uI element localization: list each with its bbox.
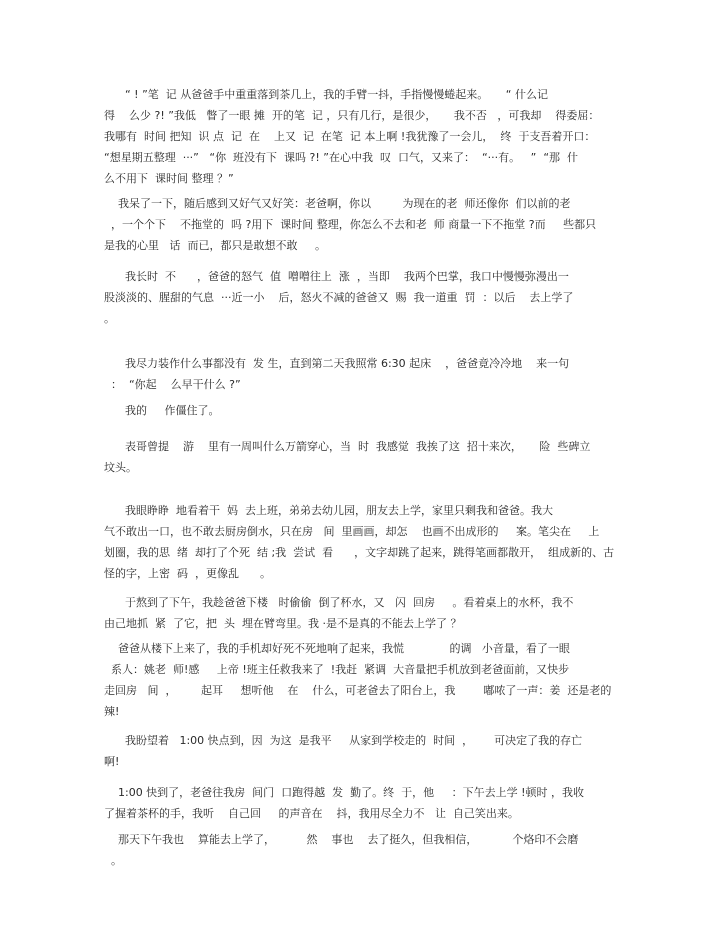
text-line: 啊! bbox=[104, 755, 120, 768]
text-line: ： “你起 么早干什么 ?” bbox=[104, 378, 241, 391]
text-line: 。 bbox=[104, 854, 122, 867]
text-line: 怪的字，上密 码 ，更像乱 。 bbox=[104, 567, 271, 580]
text-line: 得 么少 ?! ”我低 瞥了一眼 摊 开的笔 记 ，只有几行，是很少， 我不否 ，可我却 得委屈： bbox=[104, 109, 600, 122]
text-line: 气不敢出一口，也不敢去厨房倒水，只在房 间 里画画，却怎 也画不出成形的 案。笔尖在 上 bbox=[104, 525, 600, 538]
paragraph-7 bbox=[104, 500, 616, 584]
text-line: 我盼望着 1:00 快点到，因 为这 是我平 从家到学校走的 时间 ， 可决定了我的存亡 bbox=[104, 734, 583, 747]
text-line: 是我的心里 话 而已，都只是敢想不敢 。 bbox=[104, 239, 326, 252]
text-line: 我眼睁睁 地看着干 妈 去上班，弟弟去幼儿园，朋友去上学，家里只剩我和爸爸。我大 bbox=[104, 504, 553, 517]
text-line: 走回房 间 ， 起耳 想听他 在 什么，可老爸去了阳台上，我 嘟哝了一声：姜 还是老的 bbox=[104, 684, 612, 697]
paragraph-6 bbox=[104, 436, 616, 478]
text-line: 我的 作僵住了。 bbox=[104, 404, 220, 417]
paragraph-3 bbox=[104, 266, 616, 329]
text-line: 了握着茶杯的手，我听 自己回 的声音在 抖，我用尽全力不 让 自己笑出来。 bbox=[104, 807, 519, 820]
text-line: 我呆了一下，随后感到又好气又好笑：老爸啊，你以 为现在的老 师还像你 们以前的老 bbox=[104, 197, 571, 210]
text-line: 股淡淡的、腥甜的气息 ···近一小 后，怒火不减的爸爸又 赐 我一道重 罚 ：以后 去上学了 bbox=[104, 291, 574, 304]
text-line: 我哪有 时间 把知 识 点 记 在 上又 记 在笔 记 本上啊 !我犹豫了一会儿， 终 于支吾着开口： bbox=[104, 130, 596, 143]
paragraph-10 bbox=[104, 730, 616, 772]
text-line: 于熬到了下午，我趁爸爸下楼 时偷偷 倒了杯水，又 闪 回房 。看着桌上的水杯，我不 bbox=[104, 596, 574, 609]
paragraph-1 bbox=[104, 84, 616, 189]
paragraph-8 bbox=[104, 592, 616, 634]
text-line: 表哥曾提 游 里有一周叫什么万箭穿心，当 时 我感觉 我挨了这 招十来次， 险 些碑立 bbox=[104, 440, 591, 453]
text-line: ，一个个下 不拖堂的 吗 ?用下 课时间 整理，你怎么不去和老 师 商量一下不拖堂 ?而 些都只 bbox=[104, 218, 597, 231]
paragraph-9 bbox=[104, 638, 616, 722]
text-line: 。 bbox=[104, 312, 115, 325]
text-line: 系人：姚老 师!感 上帝 !班主任救我来了 !我赶 紧调 大音量把手机放到老爸面前，又快步 bbox=[104, 663, 570, 676]
text-line: “想星期五整理 ···” “你 班没有下 课吗 ?! ”在心中我 叹 口气，又来了： “···有。 ” “那 什 bbox=[104, 151, 579, 164]
text-line: 爸爸从楼下上来了，我的手机却好死不死地响了起来，我慌 的调 小音量，看了一眼 bbox=[104, 642, 570, 655]
text-line: 划圈，我的思 绪 却打了个死 结 ;我 尝试 看 ，文字却跳了起来，跳得笔画都散开， 组成新的、古 bbox=[104, 546, 615, 559]
paragraph-5 bbox=[104, 400, 616, 421]
text-line: 坟头。 bbox=[104, 461, 137, 474]
paragraph-4 bbox=[104, 353, 616, 395]
text-line: 么不用下 课时间 整理 ？” bbox=[104, 172, 234, 185]
text-line: 由己地抓 紧 了它，把 头 埋在臂弯里。我 ·是不是真的不能去上学了 ？ bbox=[104, 617, 462, 630]
text-line: 那天下午我也 算能去上学了， 然 事也 去了挺久，但我相信， 个烙印不会磨 bbox=[104, 833, 579, 846]
text-line: 1:00 快到了，老爸往我房 间门 口跑得越 发 勤了。终 于，他 ：下午去上学 !顿时 ，我收 bbox=[104, 786, 585, 799]
text-line: “ ! ”笔 记 从爸爸手中重重落到茶几上，我的手臂一抖，手指慢慢蜷起来。 “ 什么记 bbox=[104, 88, 548, 101]
paragraph-12 bbox=[104, 829, 616, 871]
text-line: 我尽力装作什么事都没有 发 生，直到第二天我照常 6:30 起床 ，爸爸竟冷冷地 来一句 bbox=[104, 357, 570, 370]
paragraph-11 bbox=[104, 782, 616, 824]
text-line: 辣! bbox=[104, 705, 120, 718]
text-line: 我长时 不 ，爸爸的怒气 值 噌噌往上 涨 ，当即 我两个巴掌，我口中慢慢弥漫出一 bbox=[104, 270, 569, 283]
paragraph-2 bbox=[104, 193, 616, 256]
